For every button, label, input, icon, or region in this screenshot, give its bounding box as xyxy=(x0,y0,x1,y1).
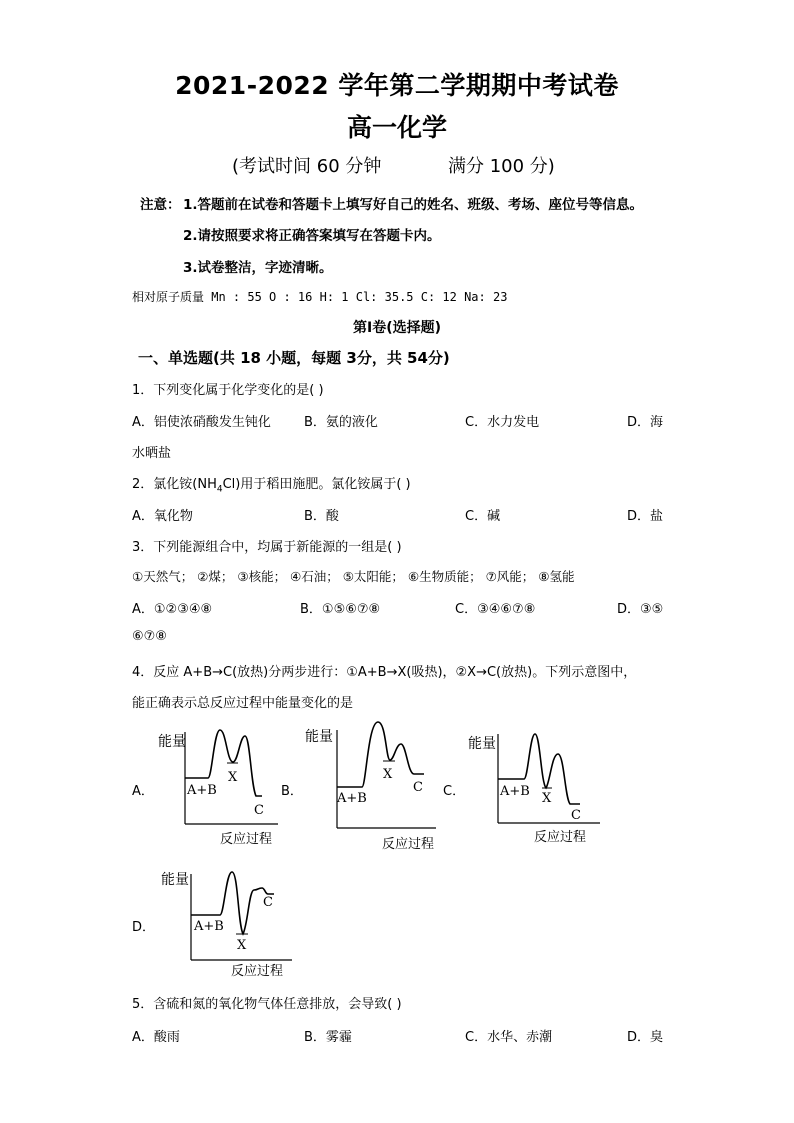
diagram-a-xlabel: 反应过程 xyxy=(220,832,273,847)
diagram-d-ylabel: 能量 xyxy=(161,872,189,888)
q1-option-a[interactable]: A．铝使浓硝酸发生钝化 xyxy=(132,415,271,430)
q3-option-b[interactable]: B．①⑤⑥⑦⑧ xyxy=(300,602,381,617)
q2-option-a[interactable]: A．氧化物 xyxy=(132,509,193,524)
diagram-d-intermediate: X xyxy=(237,938,247,953)
energy-diagram-a xyxy=(150,722,280,852)
diagram-c-intermediate: X xyxy=(542,791,552,806)
q1-option-d[interactable]: D．海 xyxy=(627,415,664,430)
q3-option-a[interactable]: A．①②③④⑧ xyxy=(132,602,213,617)
diagram-c-xlabel: 反应过程 xyxy=(534,830,587,845)
q5-option-a[interactable]: A．酸雨 xyxy=(132,1030,180,1045)
q3-option-c[interactable]: C．③④⑥⑦⑧ xyxy=(455,602,536,617)
q2-stem-post: Cl)用于稻田施肥。氯化铵属于( ) xyxy=(222,477,411,492)
section-title: 一、单选题(共 18 小题，每题 3分，共 54分) xyxy=(138,349,450,367)
diagram-a-product: C xyxy=(254,803,264,818)
q4-option-d[interactable]: D． xyxy=(132,920,156,935)
diagram-a-intermediate: X xyxy=(228,770,238,785)
part-title: 第Ⅰ卷(选择题) xyxy=(352,320,441,336)
atomic-masses: 相对原子质量 Mn : 55 O : 16 H: 1 Cl: 35.5 C: 12 Na: 23 xyxy=(132,290,508,304)
q4-option-b[interactable]: B． xyxy=(281,784,303,799)
question-3-stem: 3．下列能源组合中，均属于新能源的一组是( ) xyxy=(132,540,402,555)
diagram-b-ylabel: 能量 xyxy=(305,729,333,745)
q2-stem-subscript: 4 xyxy=(216,484,223,495)
note-item-1: 1.答题前在试卷和答题卡上填写好自己的姓名、班级、考场、座位号等信息。 xyxy=(183,197,644,213)
diagram-c-product: C xyxy=(571,808,581,823)
note-item-2: 2.请按照要求将正确答案填写在答题卡内。 xyxy=(183,228,441,244)
exam-time: (考试时间 60 分钟 xyxy=(232,156,382,177)
q4-option-c[interactable]: C． xyxy=(443,784,466,799)
notes-label: 注意： xyxy=(140,197,181,213)
question-1-stem: 1．下列变化属于化学变化的是( ) xyxy=(132,383,324,398)
q1-option-d-wrap: 水晒盐 xyxy=(132,446,172,461)
note-item-3: 3.试卷整洁，字迹清晰。 xyxy=(183,260,333,276)
diagram-b-product: C xyxy=(413,780,423,795)
diagram-b-xlabel: 反应过程 xyxy=(382,837,435,852)
energy-diagram-c xyxy=(464,724,604,854)
q1-option-c[interactable]: C．水力发电 xyxy=(465,415,540,430)
question-4-stem-line2: 能正确表示总反应过程中能量变化的是 xyxy=(132,696,354,711)
exam-subject: 高一化学 xyxy=(346,113,447,142)
diagram-b-reactant: A+B xyxy=(337,791,367,806)
q2-option-b[interactable]: B．酸 xyxy=(304,509,339,524)
exam-title: 2021-2022 学年第二学期期中考试卷 xyxy=(175,71,619,100)
energy-diagram-b xyxy=(302,718,442,858)
diagram-d-product: C xyxy=(263,895,273,910)
diagram-a-reactant: A+B xyxy=(187,783,217,798)
q2-option-d[interactable]: D．盐 xyxy=(627,509,664,524)
diagram-c-reactant: A+B xyxy=(500,784,530,799)
full-score: 满分 100 分) xyxy=(448,156,555,177)
q3-option-d-wrap: ⑥⑦⑧ xyxy=(132,629,167,644)
energy-diagram-d xyxy=(156,864,296,984)
diagram-d-xlabel: 反应过程 xyxy=(231,964,284,979)
diagram-a-ylabel: 能量 xyxy=(158,734,186,750)
diagram-d-reactant: A+B xyxy=(194,919,224,934)
diagram-c-ylabel: 能量 xyxy=(468,736,496,752)
diagram-b-intermediate: X xyxy=(383,767,393,782)
q2-option-c[interactable]: C．碱 xyxy=(465,509,501,524)
q4-option-a[interactable]: A． xyxy=(132,784,154,799)
q5-option-b[interactable]: B．雾霾 xyxy=(304,1030,352,1045)
q3-option-d[interactable]: D．③⑤ xyxy=(617,602,664,617)
question-5-stem: 5．含硫和氮的氧化物气体任意排放，会导致( ) xyxy=(132,997,402,1012)
question-4-stem: 4．反应 A+B→C(放热)分两步进行：①A+B→X(吸热)，②X→C(放热)。下列示意图中， xyxy=(132,665,637,680)
q5-option-d[interactable]: D．臭 xyxy=(627,1030,664,1045)
question-2-stem xyxy=(132,473,411,495)
q5-option-c[interactable]: C．水华、赤潮 xyxy=(465,1030,553,1045)
q2-stem-pre: 2．氯化铵(NH xyxy=(132,477,217,492)
q3-energy-sources: ①天然气； ②煤； ③核能； ④石油； ⑤太阳能； ⑥生物质能； ⑦风能； ⑧氢能 xyxy=(132,569,575,584)
q1-option-b[interactable]: B．氨的液化 xyxy=(304,415,378,430)
